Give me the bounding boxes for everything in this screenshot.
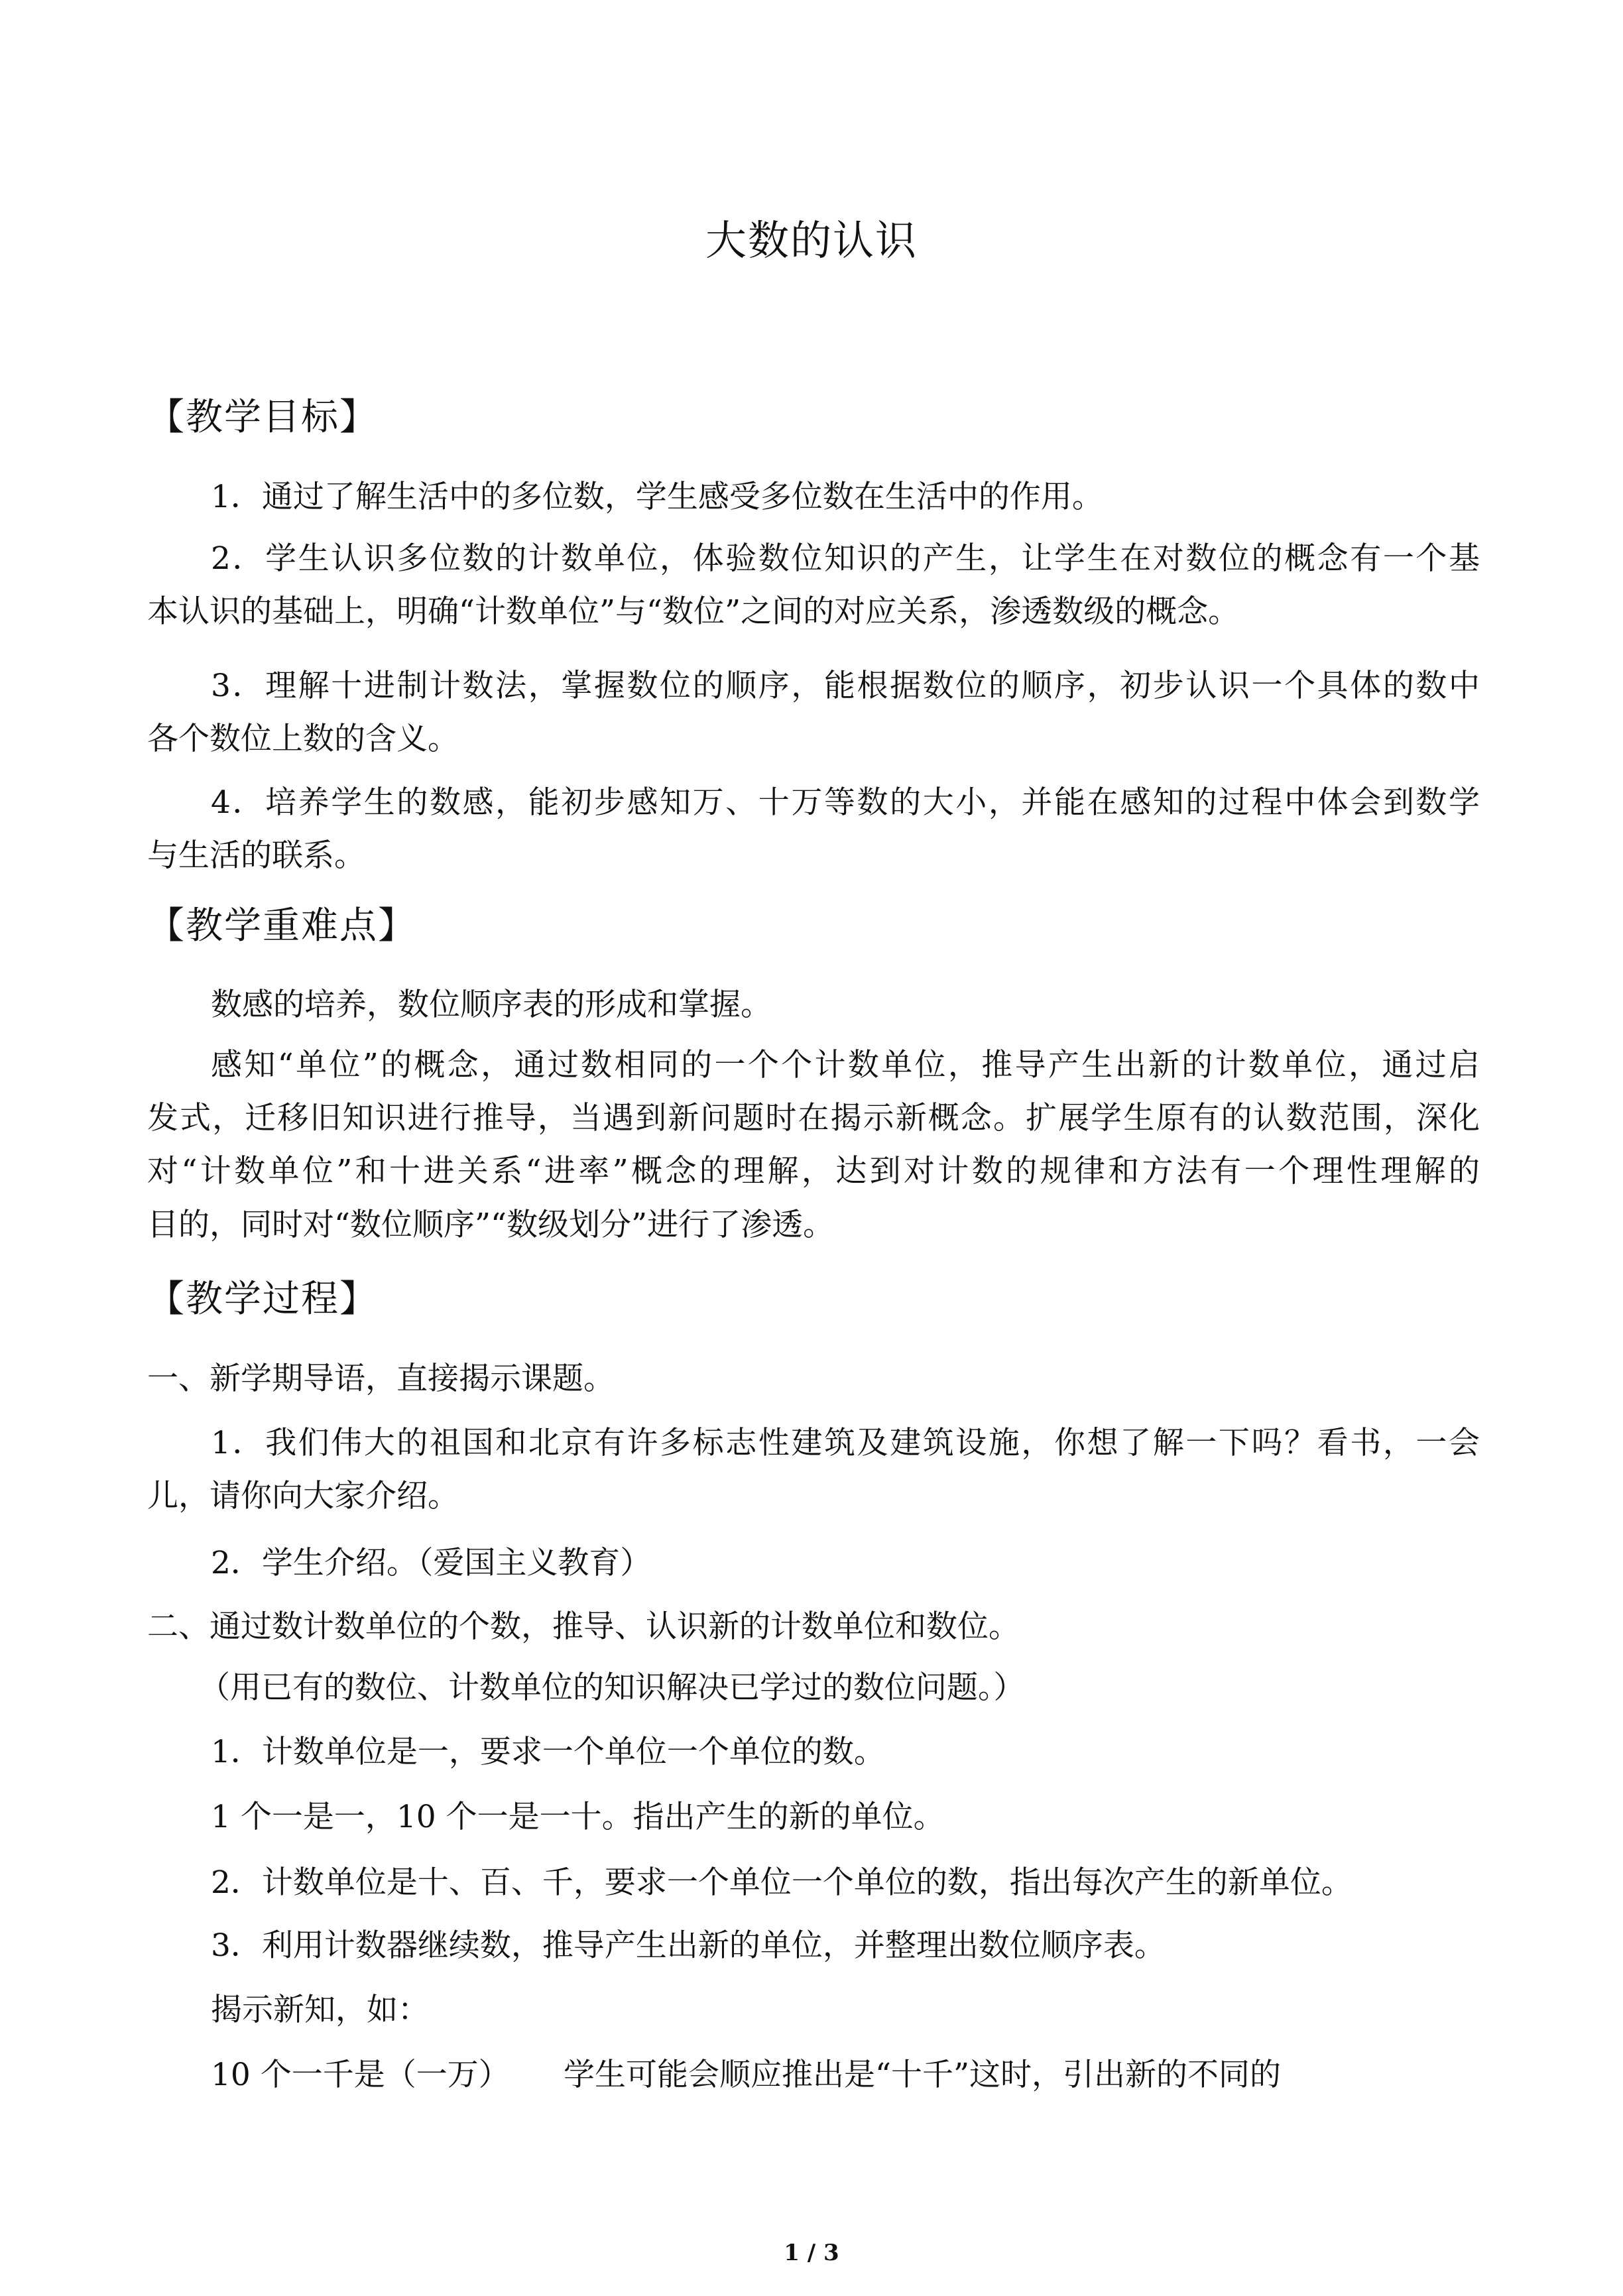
paragraph-line: 目的，同时对“数位顺序”“数级划分”进行了渗透。 — [147, 1207, 835, 1243]
paragraph-line: 揭示新知，如： — [211, 1992, 429, 2028]
page-title: 大数的认识 — [705, 216, 918, 265]
paragraph-line: 2．学生认识多位数的计数单位，体验数位知识的产生，让学生在对数位的概念有一个基 — [211, 540, 1480, 577]
paragraph-line: 二、通过数计数单位的个数，推导、认识新的计数单位和数位。 — [147, 1608, 1020, 1645]
paragraph-line: 1．计数单位是一，要求一个单位一个单位的数。 — [211, 1734, 885, 1770]
paragraph-line: 儿，请你向大家介绍。 — [147, 1478, 459, 1514]
paragraph-line: 感知“单位”的概念，通过数相同的一个个计数单位，推导产生出新的计数单位，通过启 — [211, 1047, 1480, 1083]
paragraph-line: 与生活的联系。 — [147, 837, 365, 874]
paragraph-line: 3．理解十进制计数法，掌握数位的顺序，能根据数位的顺序，初步认识一个具体的数中 — [211, 668, 1480, 704]
paragraph-line: 2．学生介绍。（爱国主义教育） — [211, 1545, 652, 1581]
section-heading-objectives: 【教学目标】 — [147, 396, 378, 439]
paragraph-line: 数感的培养，数位顺序表的形成和掌握。 — [211, 987, 772, 1023]
paragraph-line-left: 10 个一千是（一万） — [211, 2057, 510, 2093]
section-heading-process: 【教学过程】 — [147, 1278, 378, 1321]
paragraph-line: （用已有的数位、计数单位的知识解决已学过的数位问题。） — [199, 1669, 1025, 1706]
paragraph-line: 本认识的基础上，明确“计数单位”与“数位”之间的对应关系，渗透数级的概念。 — [147, 593, 1240, 630]
paragraph-line: 各个数位上数的含义。 — [147, 721, 459, 757]
paragraph-line: 1．我们伟大的祖国和北京有许多标志性建筑及建筑设施，你想了解一下吗？看书，一会 — [211, 1425, 1480, 1461]
paragraph-line: 1．通过了解生活中的多位数，学生感受多位数在生活中的作用。 — [211, 479, 1103, 515]
paragraph-line: 发式，迁移旧知识进行推导，当遇到新问题时在揭示新概念。扩展学生原有的认数范围，深化 — [147, 1100, 1480, 1136]
page-number: 1 / 3 — [784, 2240, 839, 2266]
paragraph-line-right: 学生可能会顺应推出是“十千”这时，引出新的不同的 — [564, 2057, 1282, 2093]
paragraph-line: 2．计数单位是十、百、千，要求一个单位一个单位的数，指出每次产生的新单位。 — [211, 1864, 1352, 1901]
paragraph-line: 1 个一是一，10 个一是一十。指出产生的新的单位。 — [211, 1799, 945, 1835]
paragraph-line: 对“计数单位”和十进关系“进率”概念的理解，达到对计数的规律和方法有一个理性理解的 — [147, 1153, 1480, 1189]
section-heading-key-points: 【教学重难点】 — [147, 904, 416, 947]
paragraph-line: 一、新学期导语，直接揭示课题。 — [147, 1360, 615, 1397]
paragraph-line: 3．利用计数器继续数，推导产生出新的单位，并整理出数位顺序表。 — [211, 1927, 1166, 1964]
paragraph-line: 4．培养学生的数感，能初步感知万、十万等数的大小，并能在感知的过程中体会到数学 — [211, 784, 1480, 821]
